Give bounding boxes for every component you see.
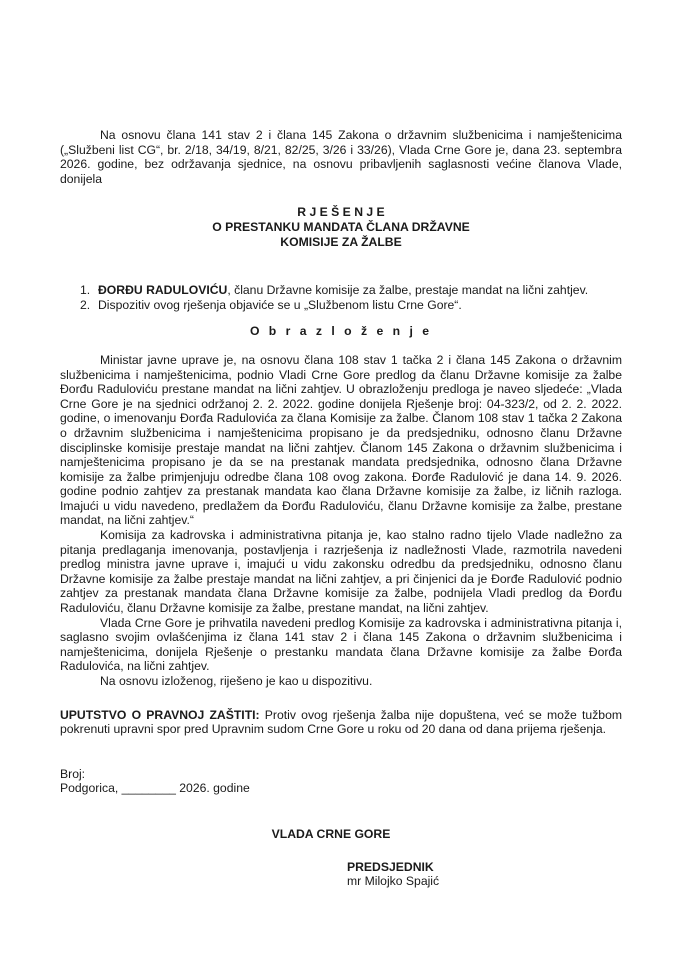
document-number: Broj: (60, 766, 86, 781)
title-line-1: R J E Š E N J E (297, 205, 385, 220)
legal-remedy-text: Protiv ovog rješenja žalba nije dopuštena, već se može tužbom pokrenuti upravni spor pred Upravnim sudom Crne Gore u roku od 20 dana od dana prijema rješenja. (60, 707, 622, 737)
document-page (60, 128, 622, 889)
item-number: 2. (80, 297, 91, 312)
dispositive-list (60, 283, 622, 312)
dispositive-item-1 (60, 283, 622, 298)
decision-title (60, 205, 622, 249)
signature-block (60, 767, 622, 889)
explanation-paragraph-2: Komisija za kadrovska i administrativna pitanja je, kao stalno radno tijelo Vlade nadležno za pitanja predlaganja imenovanja, postavljenja i razrješenja iz nadležnosti Vlade, razmotrila navedeni predlog ministra javne uprave i, imajući u vidu zakonsku odredbu da predsjedniku, odnosno članu Državne komisije za žalbe prestaje mandat na lični zahtjev, a pri činjenici da je Đorđe Radulović podnio zahtjev za prestanak mandata člana Državne komisije za žalbe, podnijela Vladi predlog da Đorđu Raduloviću, članu Državne komisije za žalbe, prestane mandat, na lični zahtjev. (60, 528, 622, 616)
legal-remedy-label: UPUTSTVO O PRAVNOJ ZAŠTITI: (60, 707, 260, 722)
legal-remedy (60, 708, 622, 737)
intro-paragraph: Na osnovu člana 141 stav 2 i člana 145 Zakona o državnim službenicima i namještenicima („Službeni list CG“, br. 2/18, 34/19, 8/21, 82/25, 3/26 i 33/26), Vlada Crne Gore je, dana 23. septembra 2026. godine, bez održavanja sjednice, na osnovu pribavljenih saglasnosti većine članova Vlade, donijela (60, 128, 622, 186)
explanation-heading: O b r a z l o ž e n j e (249, 324, 433, 339)
government-name: VLADA CRNE GORE (271, 826, 391, 841)
president-title: PREDSJEDNIK (347, 859, 434, 874)
place-date: Podgorica, ________ 2026. godine (60, 781, 250, 796)
explanation-paragraph-1: Ministar javne uprave je, na osnovu člana 108 stav 1 tačka 2 i člana 145 Zakona o državnim službenicima i namještenicima, podnio Vladi Crne Gore predlog da članu Državne komisije za žalbe Đorđu Raduloviću prestane mandat na lični zahtjev. U obrazloženju predloga je naveo sljedeće: „Vlada Crne Gore je na sjednici održanoj 2. 2. 2022. godine donijela Rješenje broj: 04-323/2, od 2. 2. 2022. godine, o imenovanju Đorđa Radulovića za člana Komisije za žalbe. Članom 108 stav 1 tačka 2 Zakona o državnim službenicima i namještenicima propisano je da predsjedniku, odnosno članu Državne disciplinske komisije prestaje mandat na lični zahtjev. Članom 145 Zakona o državnim službenicima i namještenicima propisano je da se na prestanak mandata predsjednika, odnosno člana Državne komisije za žalbe primjenjuju odredbe člana 108 ovog zakona. Đorđe Radulović je dana 14. 9. 2026. godine podnio zahtjev za prestanak mandata kao člana Državne komisije za žalbe, iz ličnih razloga. Imajući u vidu navedeno, predlažem da Đorđu Raduloviću, članu Državne komisije za žalbe, prestane mandat, na lični zahtjev.“ (60, 352, 622, 528)
member-name: ĐORĐU RADULOVIĆU (98, 283, 228, 298)
president-name: mr Milojko Spajić (347, 874, 440, 889)
title-line-3: KOMISIJE ZA ŽALBE (280, 234, 402, 249)
explanation-paragraph-3: Vlada Crne Gore je prihvatila navedeni predlog Komisije za kadrovska i administrativna pitanja i, saglasno svojim ovlašćenjima iz člana 141 stav 2 i člana 145 Zakona o državnim službenicima i namještenicima, donijela Rješenje o prestanku mandata člana Državne komisije za žalbe Đorđa Radulovića, na lični zahtjev. (60, 615, 622, 674)
item-number: 1. (80, 283, 91, 298)
president-block (347, 860, 622, 889)
title-line-2: O PRESTANKU MANDATA ČLANA DRŽAVNE (212, 219, 470, 234)
explanation-paragraph-4: Na osnovu izloženog, riješeno je kao u dispozitivu. (100, 674, 373, 688)
item-text: , članu Državne komisije za žalbe, prestaje mandat na lični zahtjev. (227, 283, 589, 298)
dispositive-item-2 (60, 298, 622, 313)
explanation-body (60, 353, 622, 689)
item-text: Dispozitiv ovog rješenja objaviće se u „Službenom listu Crne Gore“. (98, 297, 462, 312)
